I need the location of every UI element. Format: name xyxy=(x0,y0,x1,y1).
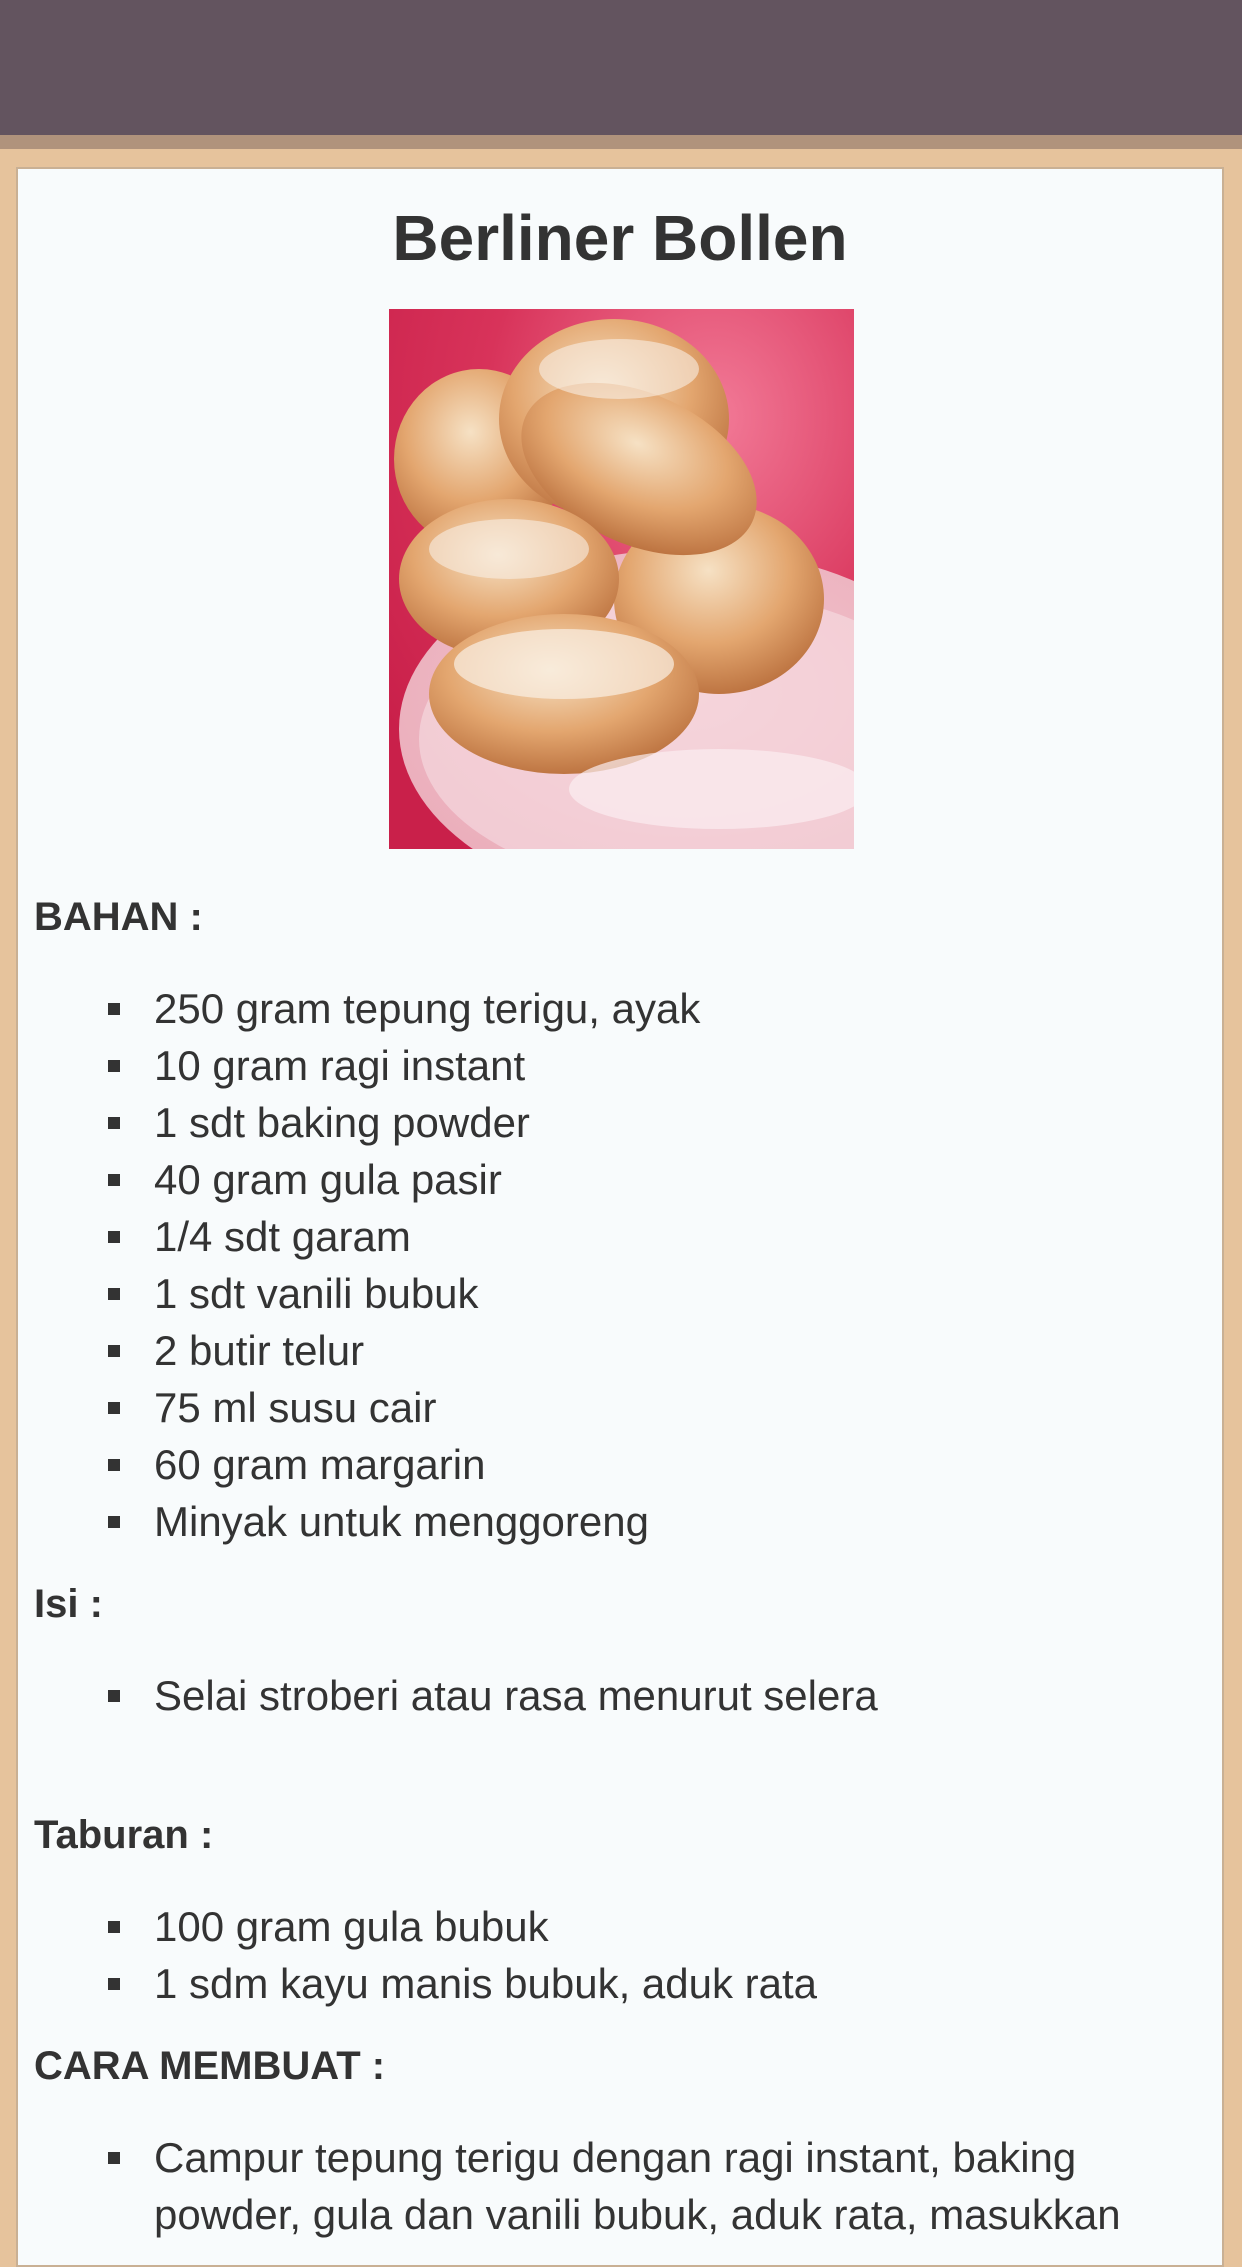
header-shadow xyxy=(0,135,1242,149)
bullet-icon xyxy=(108,2152,120,2164)
list-item: 100 gram gula bubuk xyxy=(18,1898,1208,1955)
list-item: powder, gula dan vanili bubuk, aduk rata, masukkan xyxy=(154,2191,1121,2238)
section-heading-taburan: Taburan : xyxy=(34,1813,214,1857)
list-item: 1 sdt baking powder xyxy=(18,1094,1208,1151)
steps-list xyxy=(18,2129,1208,2243)
bullet-icon xyxy=(108,1003,120,1015)
list-item: 75 ml susu cair xyxy=(18,1379,1208,1436)
recipe-card xyxy=(16,167,1224,2267)
list-item: Minyak untuk menggoreng xyxy=(18,1493,1208,1550)
bullet-icon xyxy=(108,1345,120,1357)
section-heading-isi: Isi : xyxy=(34,1582,103,1626)
bullet-icon xyxy=(108,1402,120,1414)
recipe-photo xyxy=(389,309,854,849)
ingredient-list xyxy=(18,980,1208,1550)
bullet-icon xyxy=(108,1174,120,1186)
recipe-title: Berliner Bollen xyxy=(392,202,848,274)
list-item: 250 gram tepung terigu, ayak xyxy=(18,980,1208,1037)
bullet-icon xyxy=(108,1060,120,1072)
list-item: Selai stroberi atau rasa menurut selera xyxy=(18,1667,1208,1724)
filling-list xyxy=(18,1667,1208,1724)
list-item: Campur tepung terigu dengan ragi instant, baking xyxy=(18,2129,1208,2186)
list-item: 1 sdm kayu manis bubuk, aduk rata xyxy=(18,1955,1208,2012)
section-heading-cara-membuat: CARA MEMBUAT : xyxy=(34,2044,386,2088)
bullet-icon xyxy=(108,1117,120,1129)
donut-photo-icon xyxy=(389,309,854,849)
bullet-icon xyxy=(108,1921,120,1933)
bullet-icon xyxy=(108,1459,120,1471)
list-item: 1/4 sdt garam xyxy=(18,1208,1208,1265)
topping-list xyxy=(18,1898,1208,2012)
section-heading-bahan: BAHAN : xyxy=(34,895,203,939)
list-item: 60 gram margarin xyxy=(18,1436,1208,1493)
bullet-icon xyxy=(108,1516,120,1528)
list-item: 1 sdt vanili bubuk xyxy=(18,1265,1208,1322)
bullet-icon xyxy=(108,1231,120,1243)
list-item: 2 butir telur xyxy=(18,1322,1208,1379)
app-header-bar xyxy=(0,0,1242,135)
list-item: 40 gram gula pasir xyxy=(18,1151,1208,1208)
bullet-icon xyxy=(108,1978,120,1990)
bullet-icon xyxy=(108,1690,120,1702)
bullet-icon xyxy=(108,1288,120,1300)
list-item: 10 gram ragi instant xyxy=(18,1037,1208,1094)
